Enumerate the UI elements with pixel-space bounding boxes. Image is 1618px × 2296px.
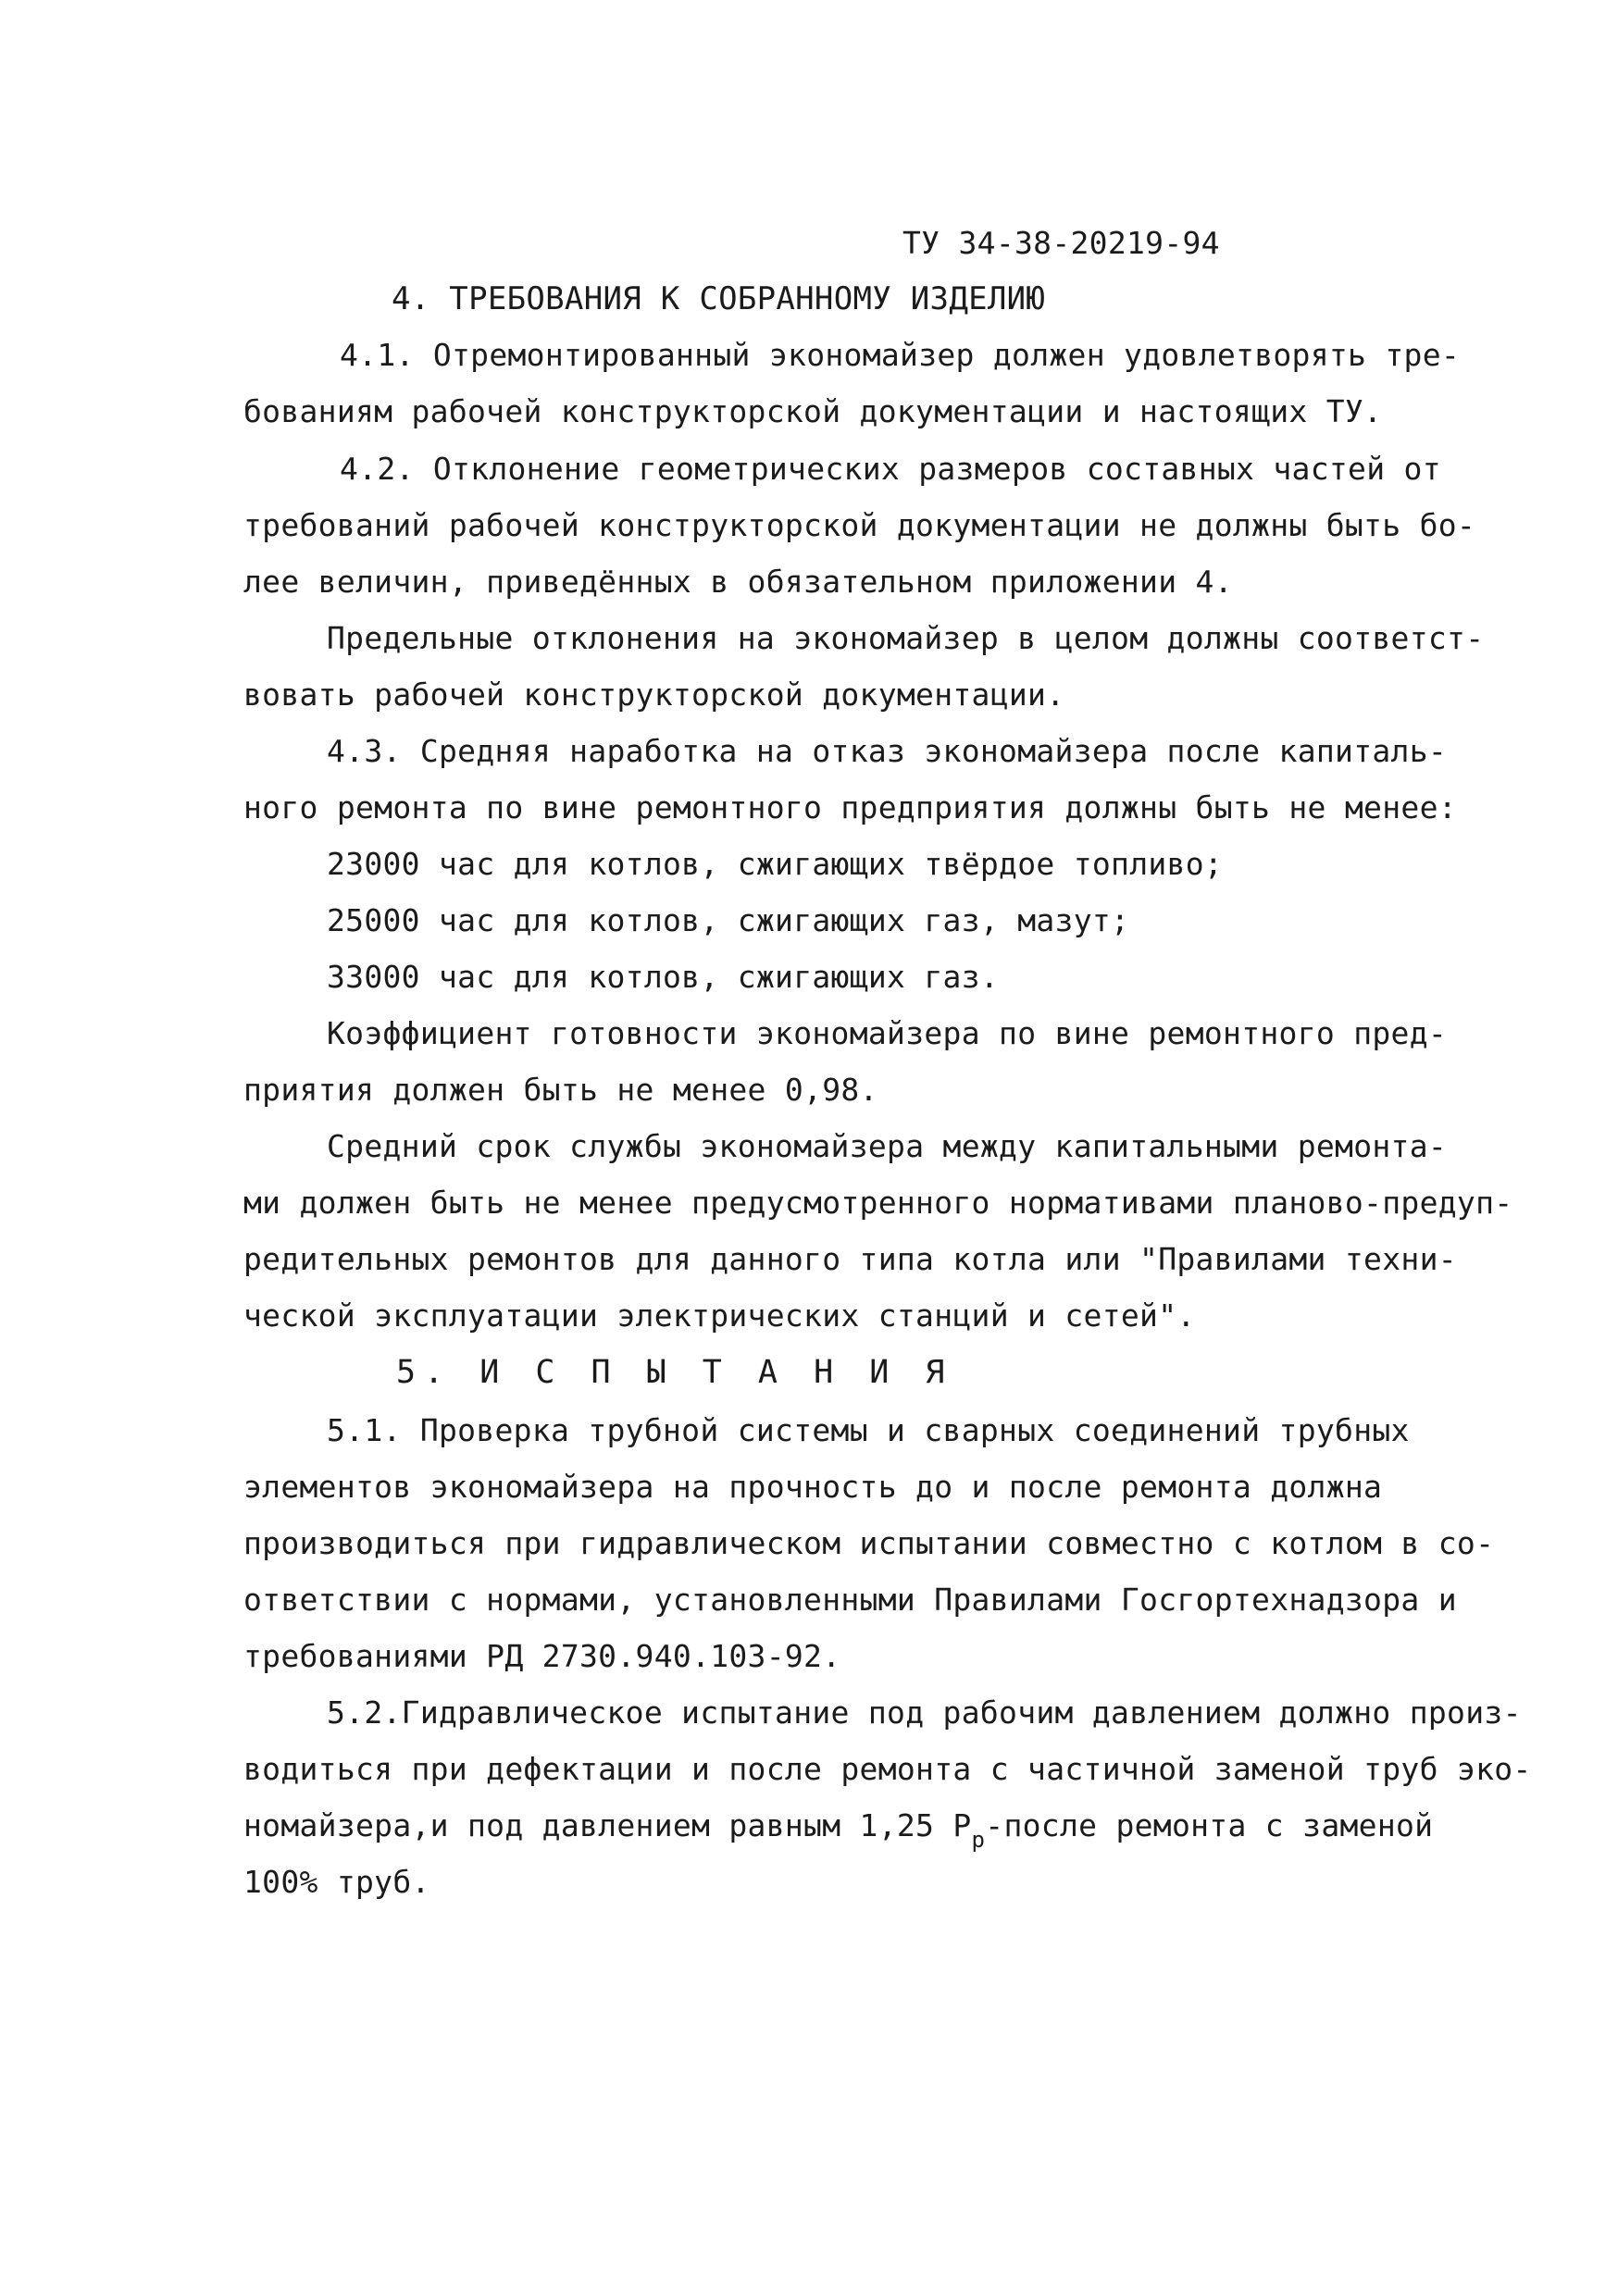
paragraph-line: 25000 час для котлов, сжигающих газ, мазут; [327,902,1130,938]
paragraph-line: 23000 час для котлов, сжигающих твёрдое топливо; [327,846,1224,882]
paragraph-line: требованиями РД 2730.940.103-92. [243,1638,841,1674]
paragraph-line: ного ремонта по вине ремонтного предприятия должны быть не менее: [243,789,1457,825]
paragraph-line: 5.2.Гидравлическое испытание под рабочим давлением должно произ- [327,1694,1522,1731]
paragraph-line: требований рабочей конструкторской документации не должны быть бо- [243,507,1476,543]
paragraph-line: 33000 час для котлов, сжигающих газ. [327,959,1000,995]
paragraph-line: ческой эксплуатации электрических станций и сетей". [243,1297,1196,1334]
section-4-title: 4. ТРЕБОВАНИЯ К СОБРАННОМУ ИЗДЕЛИЮ [392,280,1046,317]
line-text-part-b: -после ремонта с заменой [985,1807,1434,1843]
paragraph-line: 4.1. Отремонтированный экономайзер должен удовлетворять тре- [340,337,1461,373]
paragraph-line: вовать рабочей конструкторской документации. [243,676,1065,713]
paragraph-line: редительных ремонтов для данного типа котла или "Правилами техни- [243,1241,1457,1277]
paragraph-line: элементов экономайзера на прочность до и после ремонта должна [243,1469,1383,1505]
paragraph-line-with-subscript [243,1807,1434,1853]
paragraph-line: Средний срок службы экономайзера между капитальными ремонта- [327,1128,1448,1164]
paragraph-line: 4.3. Средняя наработка на отказ экономайзера после капиталь- [327,733,1448,769]
paragraph-line: Коэффициент готовности экономайзера по вине ремонтного пред- [327,1015,1448,1051]
paragraph-line: 5.1. Проверка трубной системы и сварных соединений трубных [327,1412,1410,1448]
pressure-subscript: р [971,1827,986,1853]
paragraph-line: лее величин, приведённых в обязательном приложении 4. [243,564,1233,600]
paragraph-line: Предельные отклонения на экономайзер в целом должны соответст- [327,620,1485,656]
line-text-part-a: номайзера,и под давлением равным 1,25 Р [243,1807,972,1843]
paragraph-line: водиться при дефектации и после ремонта с частичной заменой труб эко- [243,1751,1532,1787]
paragraph-line: ми должен быть не менее предусмотренного нормативами планово-предуп- [243,1185,1513,1221]
document-code: ТУ 34-38-20219-94 [902,225,1220,261]
paragraph-line: бованиям рабочей конструкторской документации и настоящих ТУ. [243,393,1383,429]
paragraph-line: производиться при гидравлическом испытании совместно с котлом в со- [243,1525,1495,1561]
paragraph-line: ответствии с нормами, установленными Правилами Госгортехнадзора и [243,1582,1457,1618]
paragraph-line: 4.2. Отклонение геометрических размеров составных частей от [340,451,1441,487]
section-5-title: 5. И С П Ы Т А Н И Я [396,1354,953,1391]
paragraph-line: 100% труб. [243,1864,430,1900]
paragraph-line: приятия должен быть не менее 0,98. [243,1072,878,1108]
